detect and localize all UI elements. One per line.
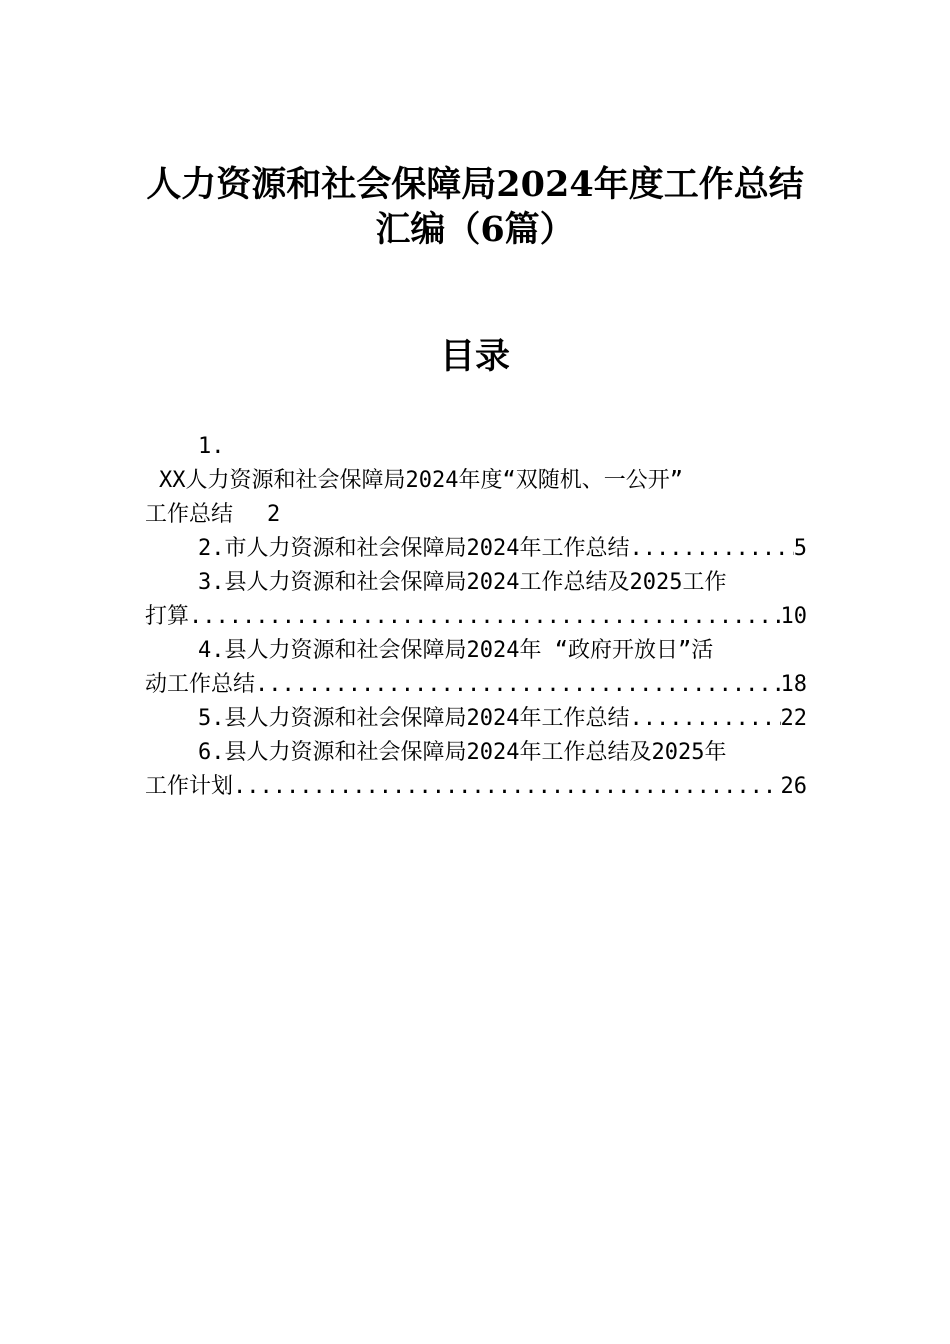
table-of-contents xyxy=(145,430,807,804)
toc-entry-5-leader xyxy=(629,702,780,736)
toc-entry-4-title-cont: 动工作总结 xyxy=(145,672,256,697)
toc-entry-1-number[interactable]: 1. xyxy=(198,434,225,459)
toc-entry-3-continuation[interactable] xyxy=(145,600,807,634)
toc-entry-6-title[interactable]: 6.县人力资源和社会保障局2024年工作总结及2025年 xyxy=(198,740,727,765)
document-title-line-1: 人力资源和社会保障局2024年度工作总结 xyxy=(146,164,804,205)
toc-entry-3-page: 10 xyxy=(780,604,807,629)
toc-entry-4-page: 18 xyxy=(780,672,807,697)
toc-entry-1-title[interactable]: XX人力资源和社会保障局2024年度“双随机、一公开” xyxy=(159,468,683,493)
toc-entry-2[interactable] xyxy=(145,532,807,566)
toc-entry-5[interactable] xyxy=(145,702,807,736)
toc-entry-2-page: 5 xyxy=(793,536,807,561)
toc-entry-6-title-cont: 工作计划 xyxy=(145,774,234,799)
toc-entry-2-title: 2.市人力资源和社会保障局2024年工作总结 xyxy=(198,536,630,561)
toc-entry-2-leader xyxy=(629,532,793,566)
toc-heading: 目录 xyxy=(439,336,510,377)
toc-entry-6-continuation[interactable] xyxy=(145,770,807,804)
toc-entry-6-page: 26 xyxy=(780,774,807,799)
toc-entry-5-page: 22 xyxy=(780,706,807,731)
toc-entry-6-leader xyxy=(233,770,780,804)
toc-entry-3-title[interactable]: 3.县人力资源和社会保障局2024工作总结及2025工作 xyxy=(198,570,727,595)
toc-entry-4-continuation[interactable] xyxy=(145,668,807,702)
toc-entry-1-title-cont: 工作总结 xyxy=(145,502,234,527)
toc-entry-1-continuation[interactable] xyxy=(145,498,807,532)
toc-entry-4-title[interactable]: 4.县人力资源和社会保障局2024年 “政府开放日”活 xyxy=(198,638,714,663)
toc-entry-3-title-cont: 打算 xyxy=(145,604,190,629)
toc-entry-3-leader xyxy=(189,600,780,634)
document-title-line-2: 汇编（6篇） xyxy=(375,209,575,250)
toc-entry-1-page: 2 xyxy=(267,502,281,527)
toc-entry-4-leader xyxy=(255,668,780,702)
toc-entry-5-title: 5.县人力资源和社会保障局2024年工作总结 xyxy=(198,706,630,731)
